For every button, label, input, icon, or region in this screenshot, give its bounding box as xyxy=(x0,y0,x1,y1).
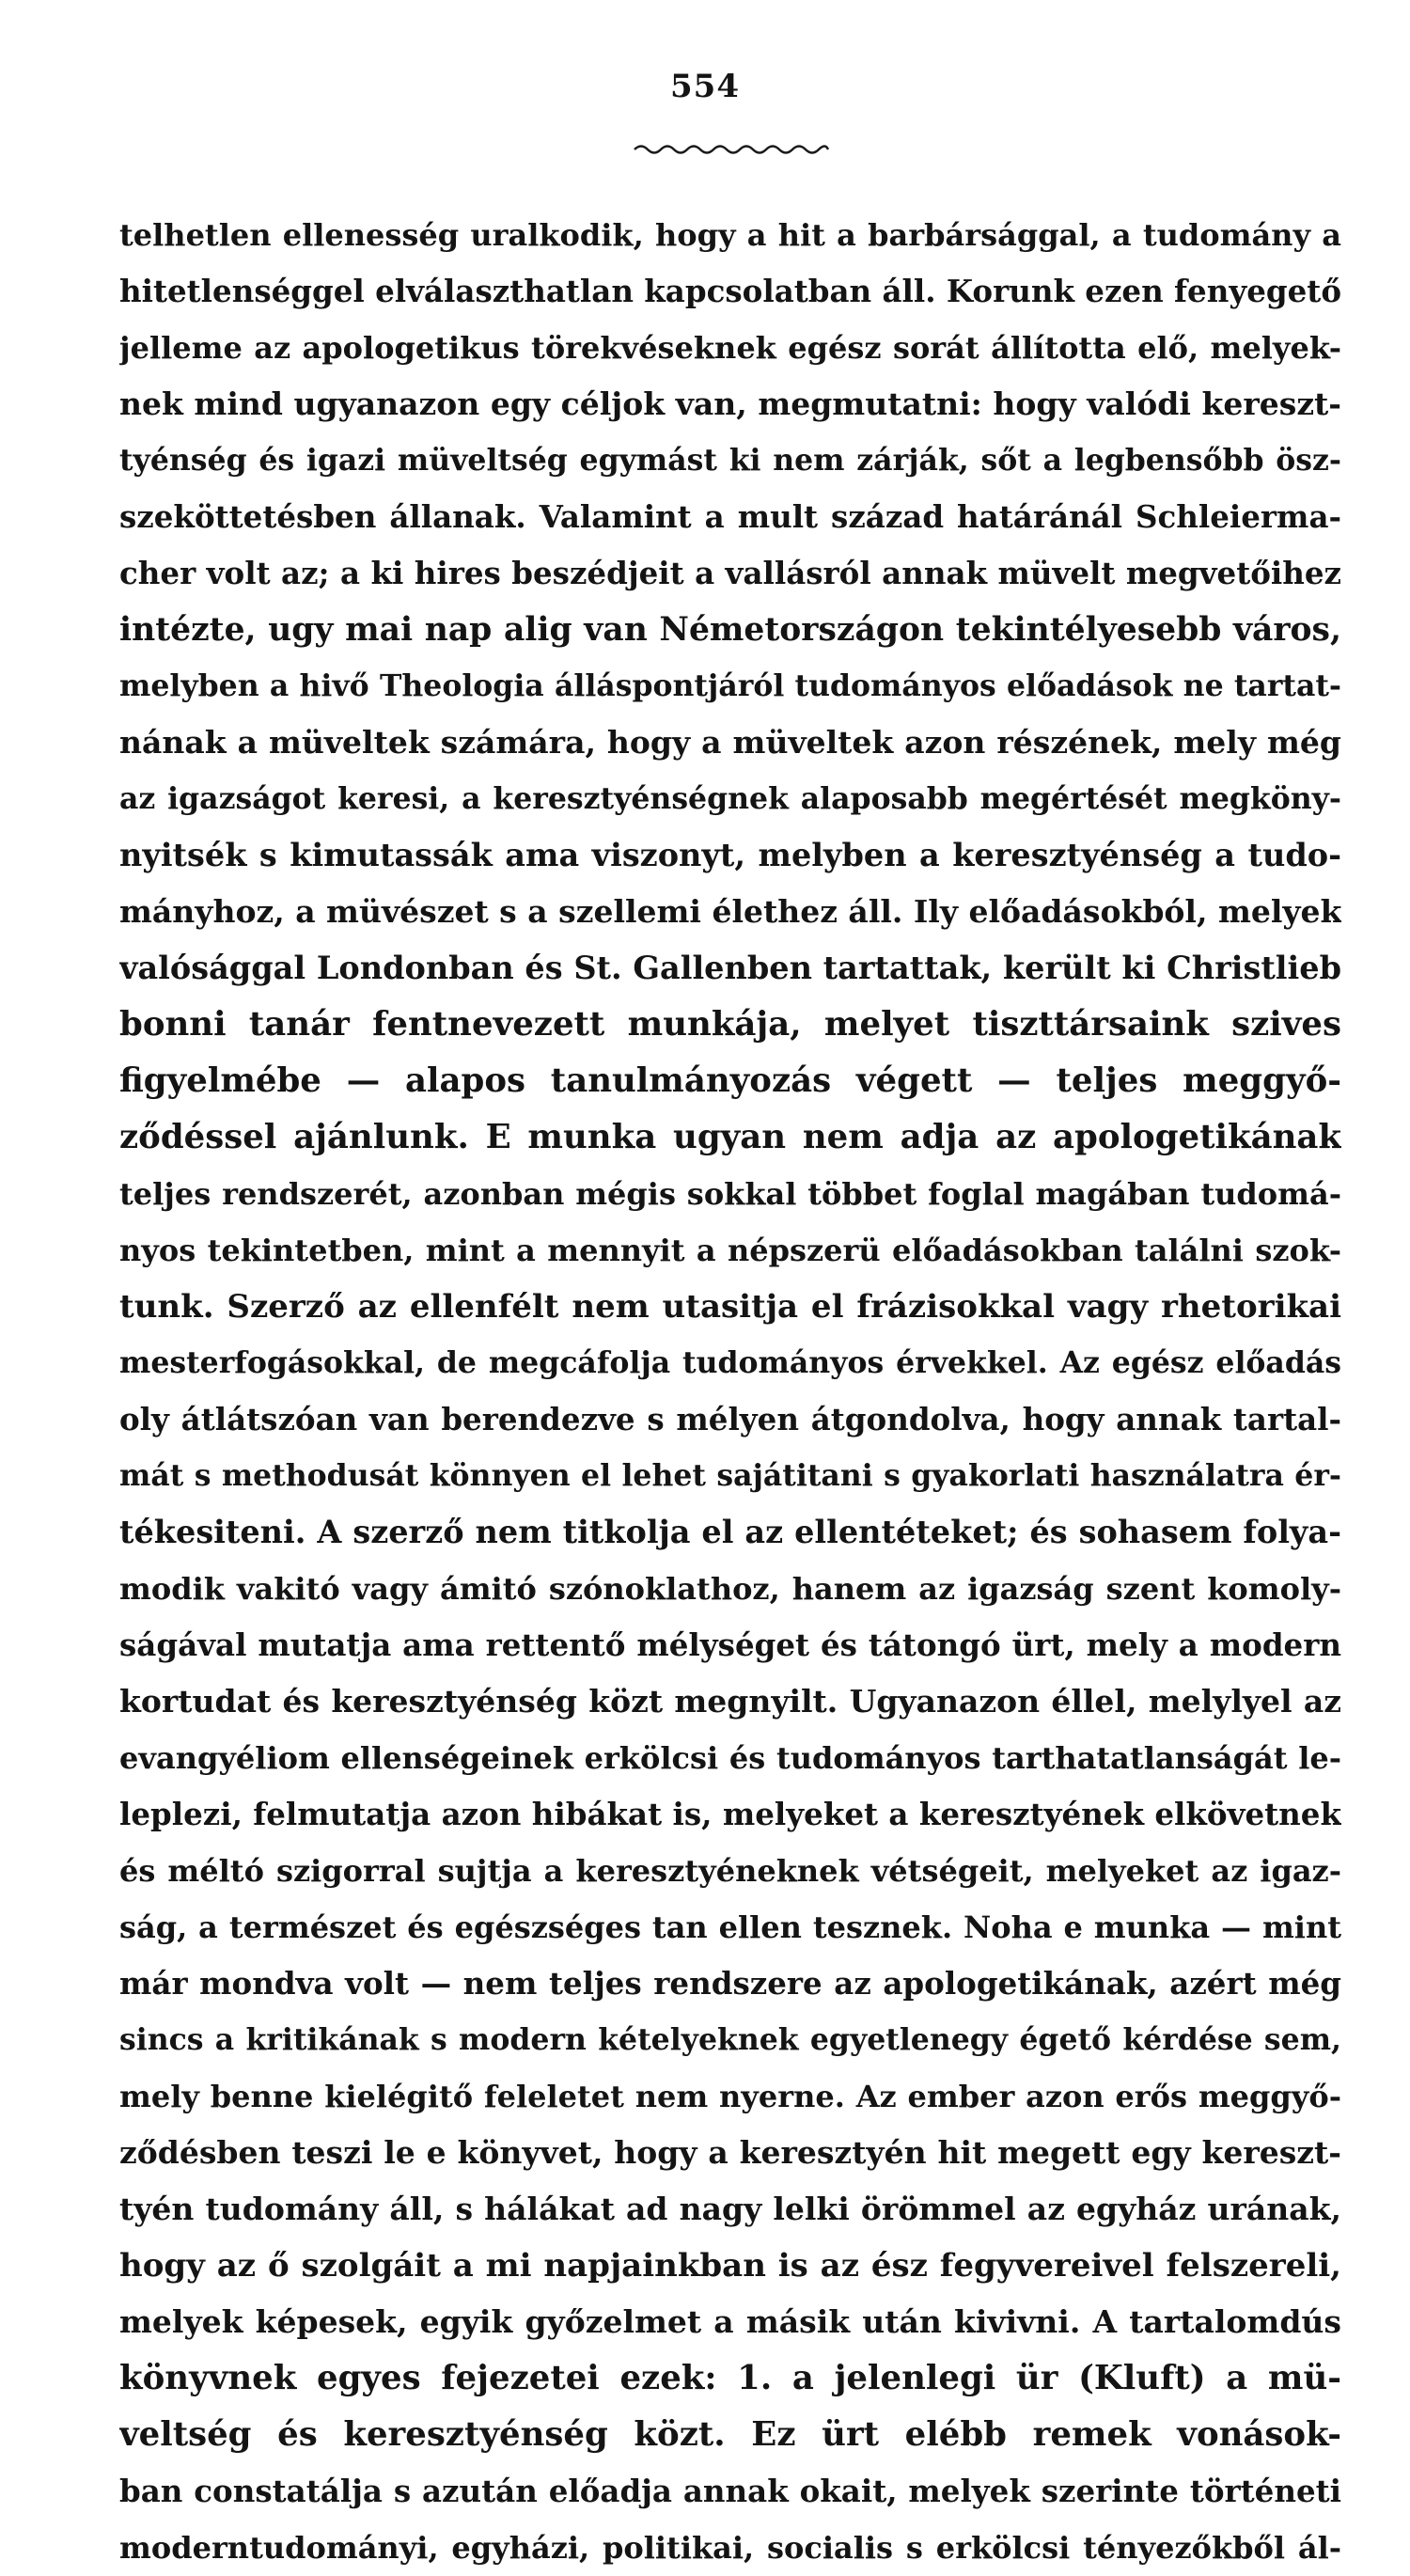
text-line: melyben a hivő Theologia álláspontjáról tudományos előadások ne tartat- xyxy=(119,668,1341,703)
text-line: mely benne kielégitő feleletet nem nyerne. Az ember azon erős meggyő- xyxy=(119,2079,1341,2114)
text-line: leplezi, felmutatja azon hibákat is, melyeket a keresztyének elkövetnek xyxy=(119,1796,1341,1832)
body-text xyxy=(119,207,1341,2576)
text-line: ság, a természet és egészséges tan ellen tesznek. Noha e munka — mint xyxy=(119,1909,1341,1945)
text-line: valósággal Londonban és St. Gallenben tartattak, került ki Christlieb xyxy=(119,950,1341,986)
text-line: kortudat és keresztyénség közt megnyilt. Ugyanazon éllel, melylyel az xyxy=(119,1683,1341,1720)
text-line: figyelmébe — alapos tanulmányozás végett — teljes meggyő- xyxy=(119,1061,1341,1100)
text-line: nyos tekintetben, mint a mennyit a népszerü előadásokban találni szok- xyxy=(119,1233,1341,1268)
text-line: sincs a kritikának s modern kételyeknek egyetlenegy égető kérdése sem, xyxy=(119,2022,1341,2057)
wavy-rule-ornament xyxy=(633,141,830,158)
text-line: már mondva volt — nem teljes rendszere az apologetikának, azért még xyxy=(119,1965,1341,2002)
text-line: modik vakitó vagy ámitó szónoklathoz, hanem az igazság szent komoly- xyxy=(119,1571,1341,1607)
text-line: és méltó szigorral sujtja a keresztyéneknek vétségeit, melyeket az igaz- xyxy=(119,1853,1341,1889)
text-line: mányhoz, a müvészet s a szellemi élethez áll. Ily előadásokból, melyek xyxy=(119,893,1341,930)
text-line: szeköttetésben állanak. Valamint a mult század határánál Schleierma- xyxy=(119,498,1341,535)
text-line: telhetlen ellenesség uralkodik, hogy a hit a barbársággal, a tudomány a xyxy=(119,217,1341,253)
text-line: jelleme az apologetikus törekvéseknek egész sorát állította elő, melyek- xyxy=(119,330,1341,366)
text-line: hitetlenséggel elválaszthatlan kapcsolatban áll. Korunk ezen fenyegető xyxy=(119,273,1341,309)
text-line: teljes rendszerét, azonban mégis sokkal többet foglal magában tudomá- xyxy=(119,1176,1341,1212)
text-line: veltség és keresztyénség közt. Ez ürt elébb remek vonások- xyxy=(119,2415,1341,2454)
text-line: hogy az ő szolgáit a mi napjainkban is az ész fegyvereivel felszereli, xyxy=(119,2247,1341,2285)
text-line: ságával mutatja ama rettentő mélységet és tátongó ürt, mely a modern xyxy=(119,1626,1341,1663)
text-line: ződéssel ajánlunk. E munka ugyan nem adja az apologetikának xyxy=(119,1118,1341,1156)
text-line: ződésben teszi le e könyvet, hogy a keresztyén hit megett egy kereszt- xyxy=(119,2134,1341,2171)
text-line: az igazságot keresi, a keresztyénségnek alaposabb megértését megköny- xyxy=(119,781,1341,816)
text-line: ban constatálja s azután előadja annak okait, melyek szerinte történeti xyxy=(119,2473,1341,2509)
text-line: nek mind ugyanazon egy céljok van, megmutatni: hogy valódi kereszt- xyxy=(119,385,1341,422)
text-line: tyénség és igazi müveltség egymást ki nem zárják, sőt a legbensőbb ösz- xyxy=(119,443,1341,478)
text-line: cher volt az; a ki hires beszédjeit a vallásról annak müvelt megvetőihez xyxy=(119,555,1341,591)
text-line: nyitsék s kimutassák ama viszonyt, melyben a keresztyénség a tudo- xyxy=(119,837,1341,873)
text-line: evangyéliom ellenségeinek erkölcsi és tudományos tarthatatlanságát le- xyxy=(119,1740,1341,1776)
text-line: könyvnek egyes fejezetei ezek: 1. a jelenlegi ür (Kluft) a mü- xyxy=(119,2359,1341,2397)
text-line: tyén tudomány áll, s hálákat ad nagy lelki örömmel az egyház urának, xyxy=(119,2191,1341,2227)
text-line: mesterfogásokkal, de megcáfolja tudományos érvekkel. Az egész előadás xyxy=(119,1345,1341,1380)
text-line: bonni tanár fentnevezett munkája, melyet tiszttársaink szives xyxy=(119,1005,1341,1044)
text-line: intézte, ugy mai nap alig van Németországon tekintélyesebb város, xyxy=(119,611,1341,649)
text-line: moderntudományi, egyházi, politikai, socialis s erkölcsi tényezőkből ál- xyxy=(119,2530,1341,2566)
text-line: tékesiteni. A szerző nem titkolja el az ellentéteket; és sohasem folya- xyxy=(119,1514,1341,1550)
text-line: mát s methodusát könnyen el lehet sajátitani s gyakorlati használatra ér- xyxy=(119,1458,1341,1493)
text-line: oly átlátszóan van berendezve s mélyen átgondolva, hogy annak tartal- xyxy=(119,1401,1341,1437)
page-number: 554 xyxy=(670,68,740,105)
text-line: melyek képesek, egyik győzelmet a másik után kivivni. A tartalomdús xyxy=(119,2303,1341,2340)
text-line: nának a müveltek számára, hogy a müveltek azon részének, mely még xyxy=(119,724,1341,761)
text-line: tunk. Szerző az ellenfélt nem utasitja el frázisokkal vagy rhetorikai xyxy=(119,1288,1341,1326)
